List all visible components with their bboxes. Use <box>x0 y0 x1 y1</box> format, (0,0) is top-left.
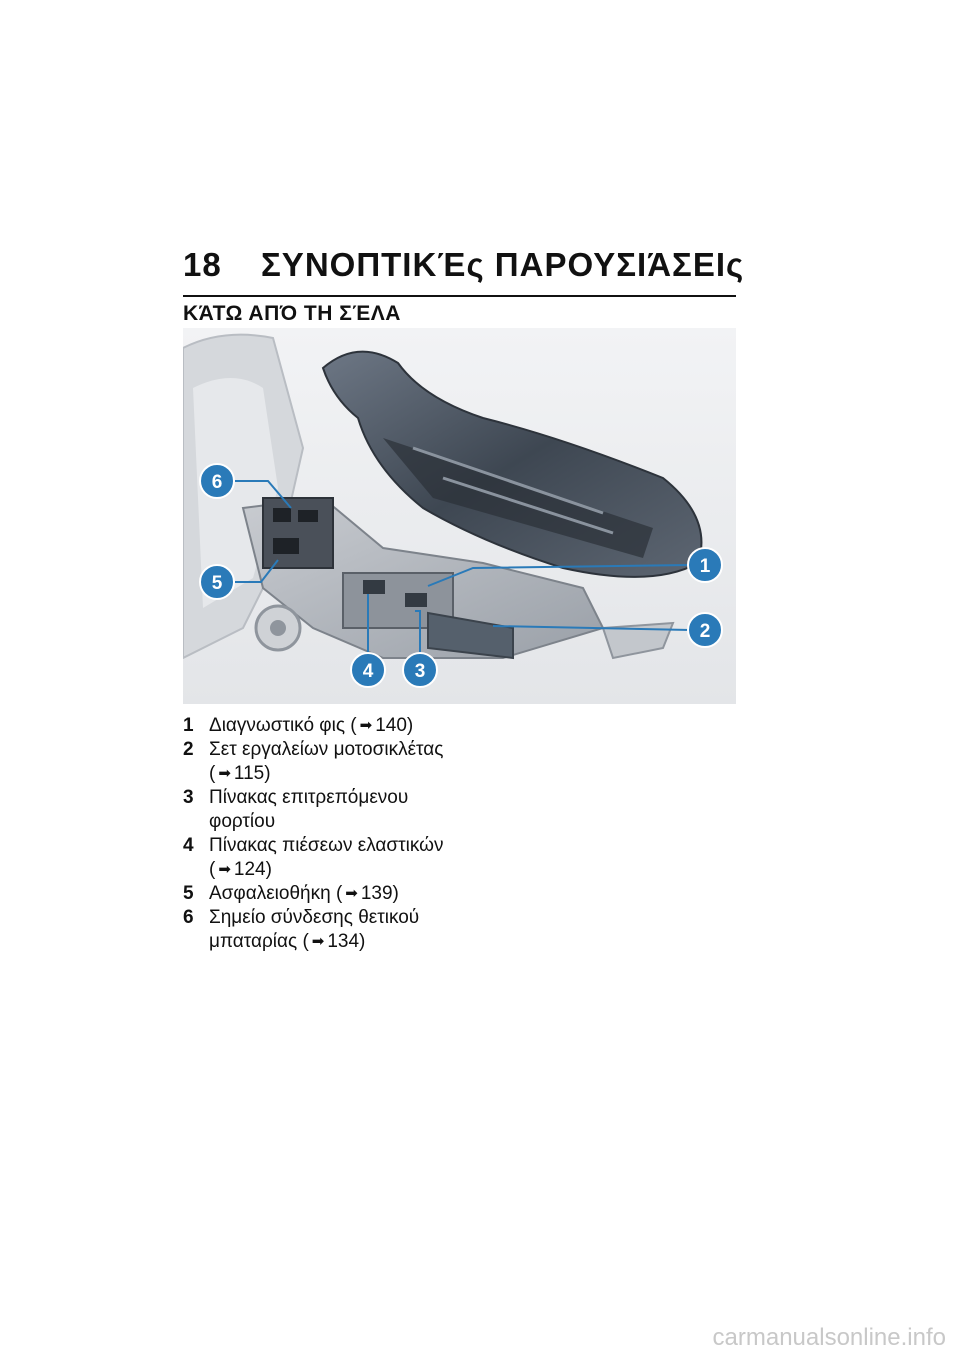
legend-number: 3 <box>183 787 194 808</box>
page-reference[interactable]: 115) <box>233 763 271 784</box>
legend-item: 4 Πίνακας πιέσεων ελαστικών ( ➡ 124) <box>183 835 444 880</box>
legend-item: 6 Σημείο σύνδεσης θετικού μπαταρίας ( ➡ 134) <box>183 907 420 952</box>
callout-3 <box>403 653 437 687</box>
legend-item: 5 Ασφαλειοθήκη ( ➡ 139) <box>183 883 399 904</box>
legend-number: 6 <box>183 907 194 928</box>
legend-text: Πίνακας πιέσεων ελαστικών <box>209 835 444 856</box>
page-reference[interactable]: 139) <box>360 883 399 904</box>
motorcycle-under-seat-figure <box>183 328 736 704</box>
callout-5 <box>200 565 234 599</box>
under-seat-illustration <box>183 328 736 704</box>
legend-text: Πίνακας επιτρεπόμενου φορτίου <box>209 787 409 832</box>
page-reference-arrow-icon: ➡ <box>345 885 358 902</box>
legend-number: 2 <box>183 739 194 760</box>
svg-text:5: 5 <box>211 573 223 594</box>
page-header <box>183 246 745 286</box>
svg-text:4: 4 <box>362 661 374 682</box>
legend-text: Διαγνωστικό φις <box>209 715 345 736</box>
callout-2 <box>688 613 722 647</box>
svg-text:6: 6 <box>211 472 223 493</box>
header-divider <box>183 295 736 297</box>
watermark: carmanualsonline.info <box>712 1324 946 1351</box>
legend-text: Σημείο σύνδεσης θετικού μπαταρίας <box>209 907 420 952</box>
page-reference[interactable]: 134) <box>327 931 366 952</box>
chapter-title: ΣΥΝΟΠΤΙΚΈς ΠΑΡΟΥΣΙΆΣΕΙς <box>261 246 745 283</box>
legend-list <box>183 714 483 954</box>
callout-1 <box>688 548 722 582</box>
page-reference[interactable]: 124) <box>233 859 272 880</box>
legend-text: Σετ εργαλείων μοτοσικλέτας <box>209 739 444 760</box>
svg-text:1: 1 <box>699 556 711 577</box>
legend-item: 1 Διαγνωστικό φις ( ➡ 140) <box>183 715 414 736</box>
legend-text: Ασφαλειοθήκη <box>209 883 331 904</box>
page-reference-arrow-icon: ➡ <box>218 765 231 782</box>
svg-text:2: 2 <box>699 621 711 642</box>
page-number: 18 <box>183 246 222 283</box>
legend-item <box>183 786 483 834</box>
callout-6 <box>200 464 234 498</box>
legend-number: 1 <box>183 715 194 736</box>
svg-text:3: 3 <box>414 661 426 682</box>
page-reference-arrow-icon: ➡ <box>359 717 373 734</box>
page-reference[interactable]: 140) <box>375 715 414 736</box>
legend-item: 2 Σετ εργαλείων μοτοσικλέτας ( ➡ 115) <box>183 739 444 784</box>
page-reference-arrow-icon: ➡ <box>218 861 231 878</box>
page-reference-arrow-icon: ➡ <box>311 933 325 950</box>
legend-number: 5 <box>183 883 194 904</box>
callout-4 <box>351 653 385 687</box>
section-title: ΚΆΤΩ ΑΠΌ ΤΗ ΣΈΛΑ <box>183 302 401 325</box>
legend-number: 4 <box>183 835 194 856</box>
